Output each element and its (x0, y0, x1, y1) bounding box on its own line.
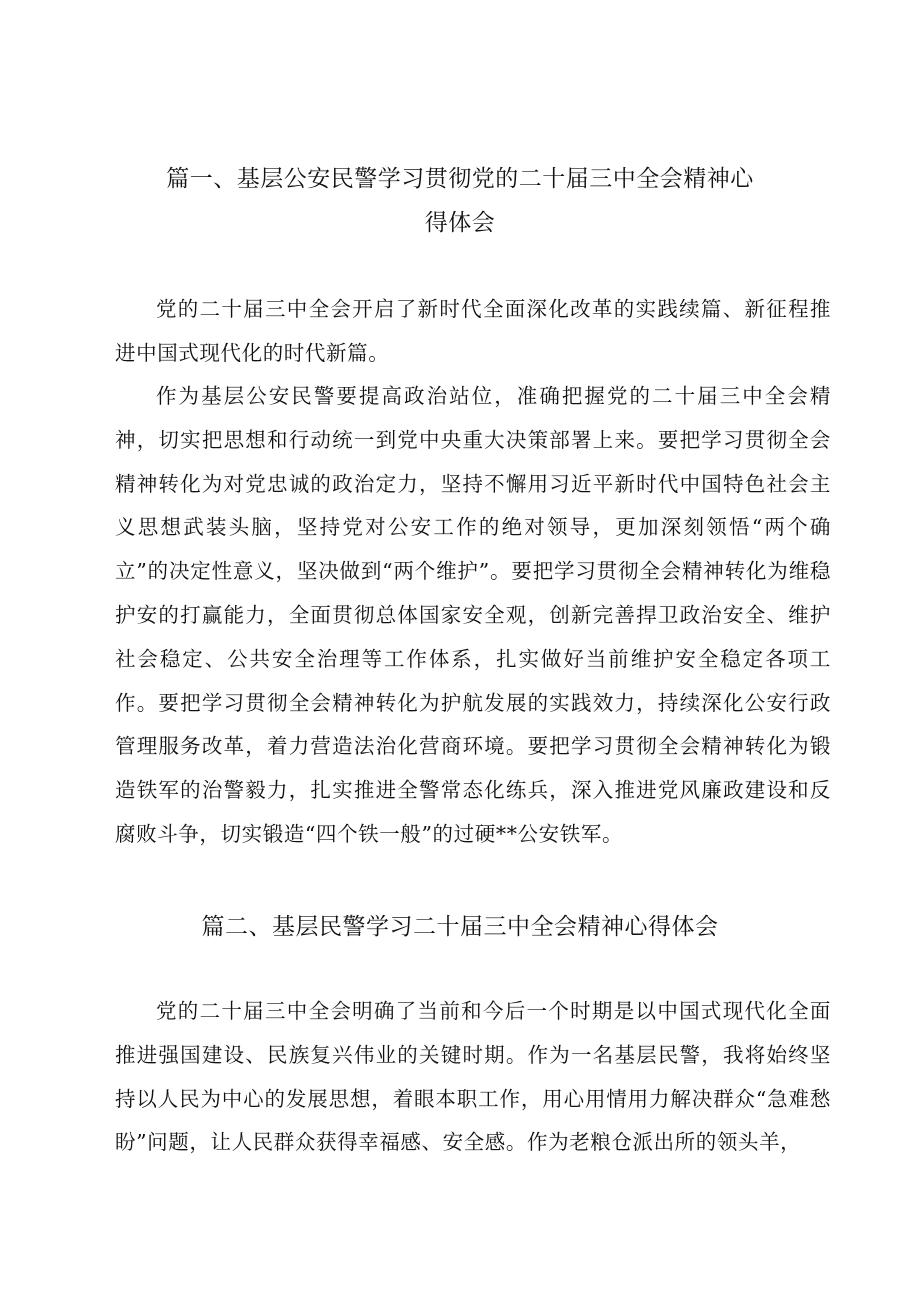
section-one-paragraph-1: 党的二十届三中全会开启了新时代全面深化改革的实践续篇、新征程推进中国式现代化的时代新篇。 (115, 297, 831, 365)
section-one-paragraph-2: 作为基层公安民警要提高政治站位，准确把握党的二十届三中全会精神，切实把思想和行动统一到党中央重大决策部署上来。要把学习贯彻全会精神转化为对党忠诚的政治定力，坚持不懈用习近平新时代中国特色社会主义思想武装头脑，坚持党对公安工作的绝对领导，更加深刻领悟“两个确立”的决定性意义，坚决做到“两个维护”。要把学习贯彻全会精神转化为维稳护安的打赢能力，全面贯彻总体国家安全观，创新完善捍卫政治安全、维护社会稳定、公共安全治理等工作体系，扎实做好当前维护安全稳定各项工作。要把学习贯彻全会精神转化为护航发展的实践效力，持续深化公安行政管理服务改革，着力营造法治化营商环境。要把学习贯彻全会精神转化为锻造铁军的治警毅力，扎实推进全警常态化练兵，深入推进党风廉政建设和反腐败斗争，切实锻造“四个铁一般”的过硬**公安铁军。 (115, 384, 831, 846)
section-one-title-line1: 篇一、基层公安民警学习贯彻党的二十届三中全会精神心 (166, 166, 754, 192)
section-one-title-line2: 得体会 (424, 210, 496, 236)
section-two-paragraph-1: 党的二十届三中全会明确了当前和今后一个时期是以中国式现代化全面推进强国建设、民族复兴伟业的关键时期。作为一名基层民警，我将始终坚持以人民为中心的发展思想，着眼本职工作，用心用情用力解决群众“急难愁盼”问题，让人民群众获得幸福感、安全感。作为老粮仓派出所的领头羊， (115, 999, 831, 1155)
section-one-title (0, 157, 920, 245)
section-two-title: 篇二、基层民警学习二十届三中全会精神心得体会 (201, 914, 719, 940)
